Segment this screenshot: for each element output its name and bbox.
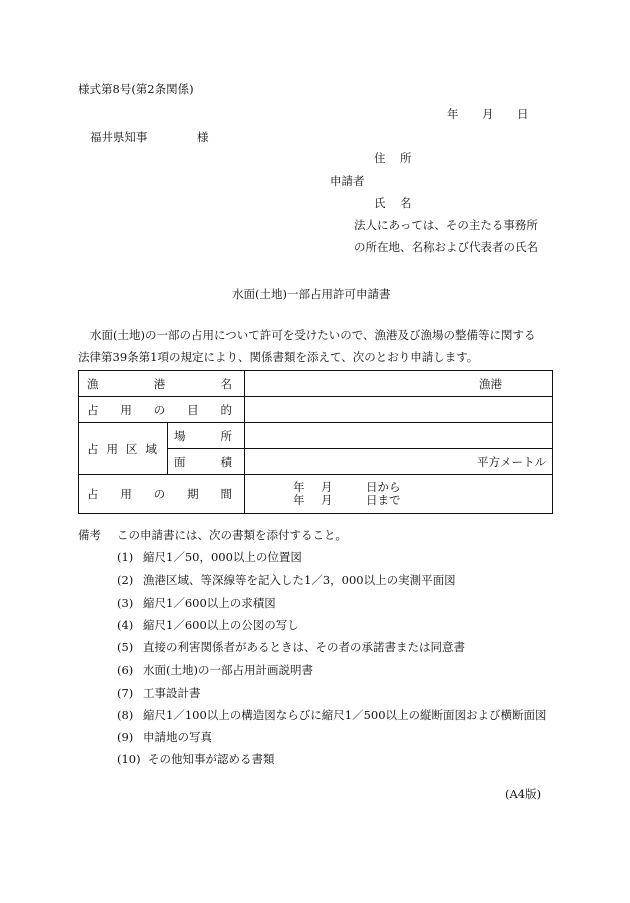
port-label: 漁 港 名 <box>79 371 245 397</box>
address-label-2: 所 <box>400 151 412 165</box>
remark-item-1-no: (1) <box>117 550 134 564</box>
remark-item-7-no: (7) <box>117 686 134 700</box>
remark-item-4-no: (4) <box>117 618 134 632</box>
paper-size-note: (A4版) <box>505 787 542 801</box>
intro-line-1: 水面(土地)の一部の占用について許可を受けたいので、漁港及び漁場の整備等に関する <box>90 328 536 342</box>
remark-item-10-text: その他知事が認める書類 <box>148 752 275 766</box>
row-purpose <box>79 397 553 423</box>
place-label: 場 所 <box>168 423 245 449</box>
remark-item-5-text: 直接の利害関係者があるときは、その者の承諾書または同意書 <box>143 640 465 654</box>
remarks-label: 備考 <box>78 528 101 542</box>
corporate-note-2: の所在地、名称および代表者の氏名 <box>354 240 538 254</box>
period-value[interactable] <box>245 475 553 514</box>
remark-item-8-no: (8) <box>117 708 134 722</box>
date-day: 日 <box>517 107 529 121</box>
date-month: 月 <box>482 107 494 121</box>
name-label-1: 氏 <box>374 196 386 210</box>
place-value[interactable] <box>245 423 553 449</box>
row-period <box>79 475 553 514</box>
purpose-label: 占 用 の 目 的 <box>79 397 245 423</box>
remark-item-9-no: (9) <box>117 730 134 744</box>
addressee-honorific: 様 <box>197 130 209 144</box>
remark-item-6-text: 水面(土地)の一部占用計画説明書 <box>143 663 313 677</box>
document-title: 水面(土地)一部占用許可申請書 <box>232 287 391 301</box>
period-to: 年 月 日まで <box>293 493 401 507</box>
period-from: 年 月 日から <box>293 480 401 494</box>
remark-item-2-no: (2) <box>117 573 134 587</box>
corporate-note-1: 法人にあっては、その主たる事務所 <box>354 218 538 232</box>
intro-line-2: 法律第39条第1項の規定により、関係書類を添えて、次のとおり申請します。 <box>78 350 479 364</box>
remark-item-2-text: 漁港区域、等深線等を記入した1／3，000以上の実測平面図 <box>143 573 456 587</box>
date-year: 年 <box>447 107 459 121</box>
size-label: 面 積 <box>168 449 245 475</box>
remark-item-5-no: (5) <box>117 640 134 654</box>
area-label: 占 用 区 域 <box>79 423 168 475</box>
remark-item-7-text: 工事設計書 <box>143 686 201 700</box>
port-value[interactable] <box>245 371 553 397</box>
remark-item-1-text: 縮尺1／50，000以上の位置図 <box>143 550 302 564</box>
remark-item-6-no: (6) <box>117 663 134 677</box>
remark-item-4-text: 縮尺1／600以上の公図の写し <box>143 618 299 632</box>
remark-item-3-text: 縮尺1／600以上の求積図 <box>143 596 276 610</box>
remark-item-3-no: (3) <box>117 596 134 610</box>
purpose-value[interactable] <box>245 397 553 423</box>
row-port <box>79 371 553 397</box>
size-value[interactable] <box>245 449 553 475</box>
applicant-label: 申請者 <box>330 174 365 188</box>
addressee-name: 福井県知事 <box>90 130 148 144</box>
remark-item-10-no: (10) <box>117 752 141 766</box>
remarks-intro: この申請書には、次の書類を添付すること。 <box>117 528 347 542</box>
port-suffix: 漁港 <box>479 376 502 391</box>
name-label-2: 名 <box>400 196 412 210</box>
period-label: 占 用 の 期 間 <box>79 475 245 514</box>
row-area-place <box>79 423 553 449</box>
size-unit: 平方メートル <box>477 454 546 469</box>
form-number: 様式第8号(第2条関係) <box>78 82 194 96</box>
address-label-1: 住 <box>374 151 386 165</box>
remark-item-8-text: 縮尺1／100以上の構造図ならびに縮尺1／500以上の縦断面図および横断面図 <box>143 708 547 722</box>
remark-item-9-text: 申請地の写真 <box>143 730 212 744</box>
application-table <box>78 370 553 514</box>
